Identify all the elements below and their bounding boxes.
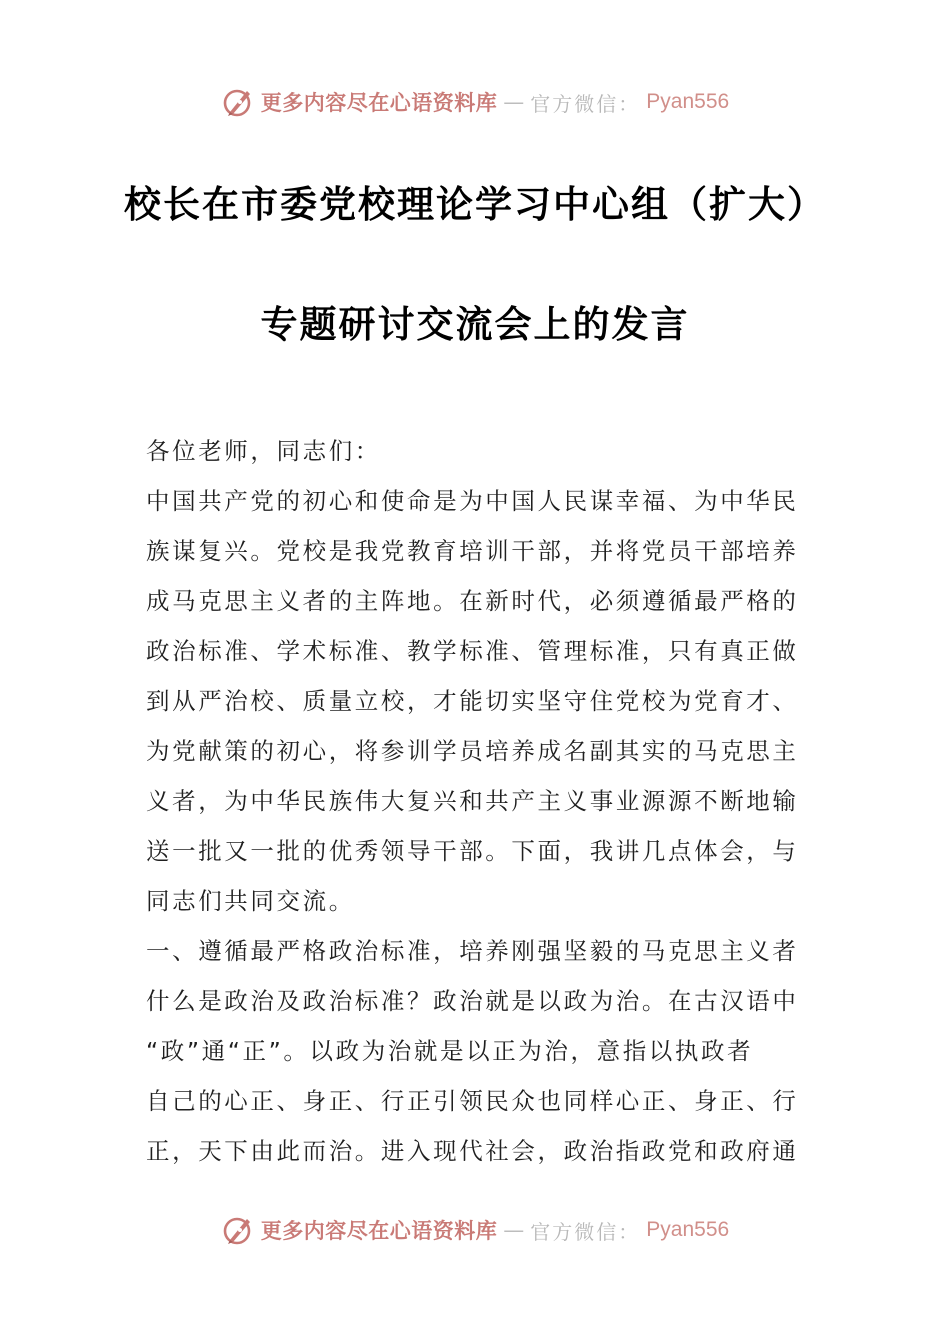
watermark-dash: —	[503, 90, 525, 114]
footer-watermark	[0, 1210, 950, 1250]
document-title-line-2: 专题研讨交流会上的发言	[260, 303, 690, 346]
body-line: 中国共产党的初心和使命是为中国人民谋幸福、为中华民	[146, 487, 799, 515]
body-line: 族谋复兴。党校是我党教育培训干部，并将党员干部培养	[146, 537, 799, 565]
body-line: 什么是政治及政治标准？政治就是以政为治。在古汉语中	[146, 987, 799, 1015]
body-line: 义者，为中华民族伟大复兴和共产主义事业源源不断地输	[146, 787, 799, 815]
watermark-wechat-label: 官方微信：	[530, 91, 641, 116]
watermark-text: 更多内容尽在心语资料库	[260, 90, 498, 115]
pen-circle-logo-icon	[221, 85, 255, 119]
body-line: 政治标准、学术标准、教学标准、管理标准，只有真正做	[146, 637, 799, 665]
body-line: 各位老师，同志们：	[146, 437, 381, 465]
body-line: 成马克思主义者的主阵地。在新时代，必须遵循最严格的	[146, 587, 799, 615]
watermark-dash: —	[503, 1218, 525, 1242]
watermark-wechat-label: 官方微信：	[530, 1219, 641, 1244]
document-title-line-1: 校长在市委党校理论学习中心组（扩大）	[124, 183, 826, 226]
section-heading: 一、遵循最严格政治标准，培养刚强坚毅的马克思主义者	[146, 937, 799, 965]
body-line: 自己的心正、身正、行正引领民众也同样心正、身正、行	[146, 1087, 799, 1115]
body-line: 为党献策的初心，将参训学员培养成名副其实的马克思主	[146, 737, 799, 765]
body-line: 正，天下由此而治。进入现代社会，政治指政党和政府通	[146, 1137, 799, 1165]
watermark-wechat-id: Pyan556	[646, 90, 730, 113]
body-line: 到从严治校、质量立校，才能切实坚守住党校为党育才、	[146, 687, 799, 715]
body-line: “政”通“正”。以政为治就是以正为治，意指以执政者	[146, 1037, 754, 1065]
pen-circle-logo-icon	[221, 1213, 255, 1247]
body-line: 同志们共同交流。	[146, 887, 355, 915]
watermark-text: 更多内容尽在心语资料库	[260, 1218, 498, 1243]
header-watermark	[0, 82, 950, 122]
watermark-wechat-id: Pyan556	[646, 1218, 730, 1241]
body-line: 送一批又一批的优秀领导干部。下面，我讲几点体会，与	[146, 837, 799, 865]
